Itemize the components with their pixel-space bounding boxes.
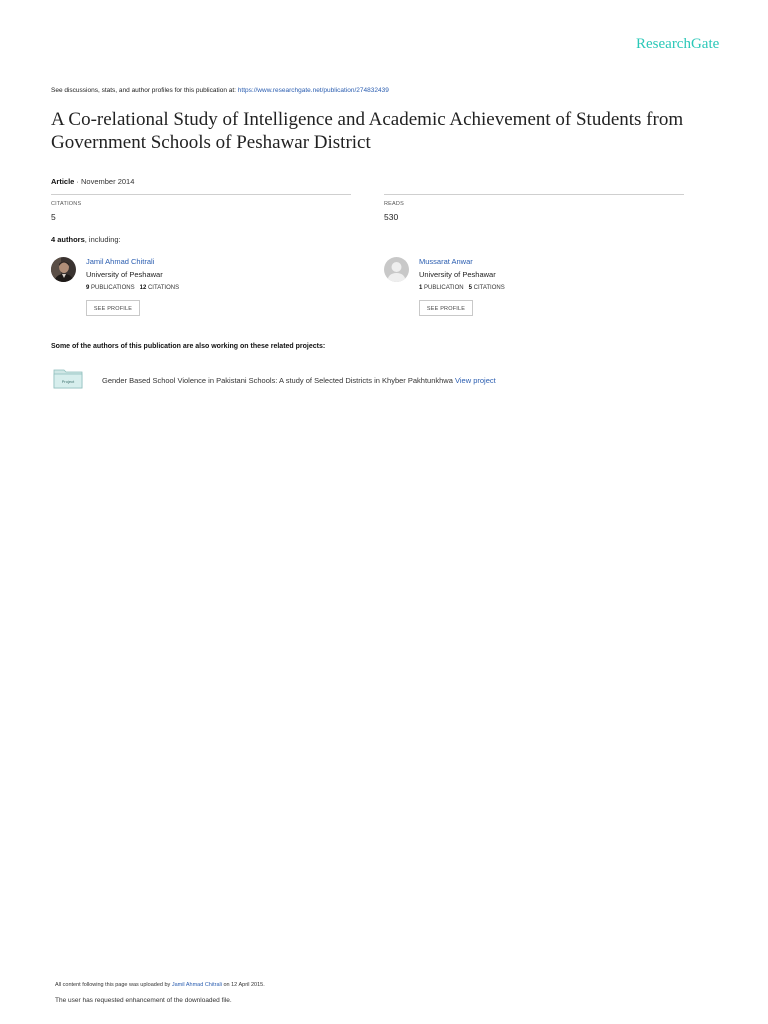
citations-label: CITATIONS [51, 201, 82, 207]
authors-line [51, 235, 121, 244]
see-profile-button[interactable]: SEE PROFILE [86, 300, 140, 316]
author-citations-label: CITATIONS [147, 285, 180, 291]
see-discussions-line [51, 87, 389, 94]
view-project-link[interactable]: View project [454, 376, 496, 385]
reads-divider [384, 194, 684, 195]
project-item [102, 376, 496, 385]
project-icon-label: Project [61, 379, 75, 384]
reads-value: 530 [384, 212, 399, 222]
authors-suffix: , including: [84, 235, 121, 244]
author-citations-count: 12 [139, 285, 147, 291]
author-citations-label: CITATIONS [473, 285, 505, 291]
citations-value: 5 [51, 212, 56, 222]
authors-count: 4 authors [51, 235, 85, 244]
author-stats [419, 285, 505, 291]
author-publications-label: PUBLICATIONS [91, 285, 135, 291]
author-publications-count: 9 [86, 285, 90, 291]
article-date: · November 2014 [74, 177, 135, 186]
article-meta [51, 177, 134, 186]
enhancement-notice: The user has requested enhancement of the downloaded file. [55, 997, 232, 1004]
publication-title: A Co-relational Study of Intelligence and Academic Achievement of Students from Government Schools of Peshawar District [51, 109, 684, 153]
project-folder-icon [53, 368, 83, 389]
researchgate-logo[interactable]: ResearchGate [636, 36, 720, 52]
article-type: Article [51, 177, 75, 186]
author-institution: University of Peshawar [419, 270, 496, 279]
reads-label: READS [384, 201, 404, 207]
author-institution: University of Peshawar [86, 270, 163, 279]
author-photo-icon[interactable] [51, 257, 76, 282]
author-name-link[interactable]: Jamil Ahmad Chitrali [86, 257, 155, 266]
publication-url-link[interactable]: https://www.researchgate.net/publication/274832439 [237, 87, 389, 94]
see-profile-button[interactable]: SEE PROFILE [419, 300, 473, 316]
author-name-link[interactable]: Mussarat Anwar [419, 257, 473, 266]
upload-notice [55, 982, 265, 988]
related-projects-heading: Some of the authors of this publication are also working on these related projects: [51, 343, 326, 350]
citations-divider [51, 194, 351, 195]
author-citations-count: 5 [468, 285, 472, 291]
author-publications-count: 1 [419, 285, 423, 291]
author-publications-label: PUBLICATION [424, 285, 464, 291]
default-avatar-icon[interactable] [384, 257, 409, 282]
see-discussions-text: See discussions, stats, and author profiles for this publication at: [51, 87, 238, 94]
upload-notice-suffix: on 12 April 2015. [221, 982, 265, 988]
author-stats [86, 285, 179, 291]
project-title: Gender Based School Violence in Pakistani Schools: A study of Selected Districts in Khyber Pakhtunkhwa [102, 376, 455, 385]
uploader-link[interactable]: Jamil Ahmad Chitrali [171, 982, 222, 988]
upload-notice-prefix: All content following this page was uploaded by [55, 982, 172, 988]
